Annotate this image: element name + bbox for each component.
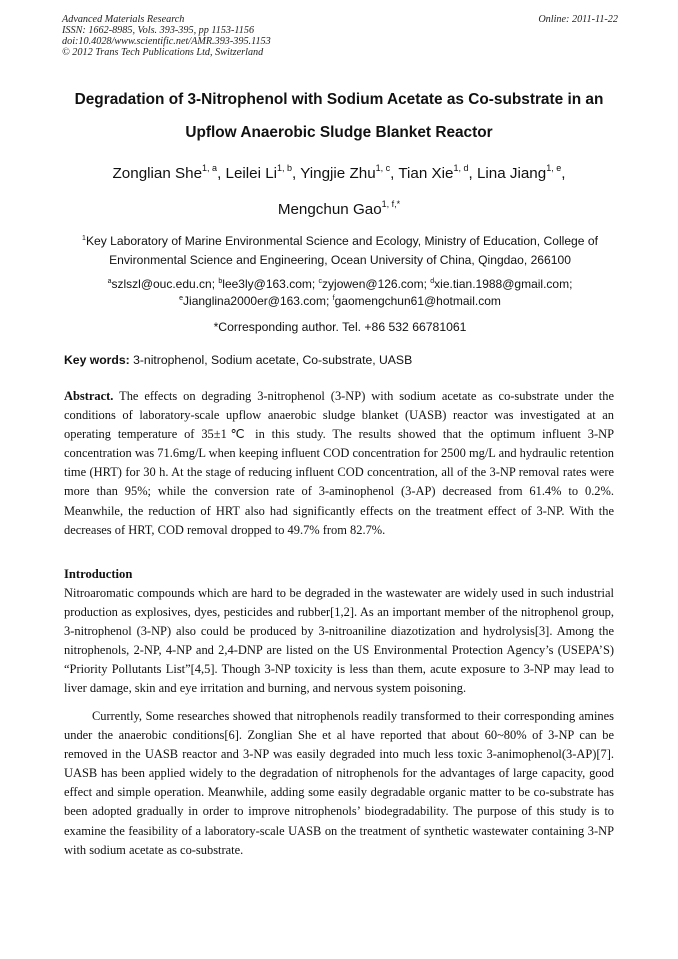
- keywords-text: 3-nitrophenol, Sodium acetate, Co-substrate, UASB: [129, 353, 413, 367]
- author-affiliation-mark: 1, f,*: [381, 199, 401, 209]
- author-separator: ,: [468, 165, 477, 182]
- author-name: Leilei Li: [225, 165, 278, 182]
- email-mark: f: [332, 295, 335, 302]
- author-name: Tian Xie: [398, 165, 454, 182]
- introduction-paragraph-1: Nitroaromatic compounds which are hard to be degraded in the wastewater are widely used in such industrial production as explosives, dyes, pesticides and rubber[1,2]. As an important member of the nitrophenol group, 3-nitrophenol (3-NP) also could be produced by 3-nitroaniline diazotization and hydrolysis[3]. Among the nitrophenols, 2-NP, 4-NP and 2,4-DNP are listed on the US Environmental Protection Agency’s (USEPA’S) “Priority Pollutants List”[4,5]. Though 3-NP toxicity is less than them, acute exposure to 3-NP may lead to liver damage, skin and eye irritation and burning, and nervous system poisoning.: [64, 586, 614, 696]
- introduction-heading: Introduction: [64, 567, 133, 581]
- email-mark: c: [318, 278, 323, 285]
- affiliation: [62, 232, 618, 270]
- author-affiliation-mark: 1, c: [375, 163, 391, 173]
- email-address: gaomengchun61@hotmail.com: [334, 294, 501, 308]
- author-list-line-2: [40, 201, 638, 218]
- author-name: Yingjie Zhu: [300, 165, 376, 182]
- author-separator: ,: [561, 165, 566, 182]
- corresponding-author-note: *Corresponding author. Tel. +86 532 66781061: [213, 320, 467, 334]
- author-affiliation-mark: 1, e: [546, 163, 562, 173]
- abstract-label: Abstract.: [64, 389, 114, 403]
- abstract-text: The effects on degrading 3-nitrophenol (3-NP) with sodium acetate as co-substrate under the conditions of laboratory-scale upflow anaerobic sludge blanket (UASB) reactor was investigated at an operating temperature of 35±1℃ in this study. The results showed that the optimum influent 3-NP concentration was 71.6mg/L when keeping influent COD concentration for 2500 mg/L and hydraulic retention time (HRT) for 30 h. At the stage of reducing influent COD concentration, all of the 3-NP removal rates were more than 95%; while the conversion rate of 3-aminophenol (3-AP) decreased from 61.4% to 0.2%. Meanwhile, the reduction of HRT also had significantly effects on the treatment effect of 3-NP. With the decreases of HRT, COD removal dropped to 49.7% from 82.7%.: [64, 389, 614, 537]
- doi-line: doi:10.4028/www.scientific.net/AMR.393-395.1153: [62, 36, 271, 47]
- email-address: Jianglina2000er@163.com;: [183, 294, 333, 308]
- author-name: Lina Jiang: [476, 165, 547, 182]
- author-affiliation-mark: 1, b: [277, 163, 293, 173]
- author-affiliation-mark: 1, d: [453, 163, 469, 173]
- email-address: xie.tian.1988@gmail.com;: [434, 277, 573, 291]
- affiliation-line-2: Environmental Science and Engineering, Ocean University of China, Qingdao, 266100: [109, 253, 571, 267]
- affiliation-text: Key Laboratory of Marine Environmental Science and Ecology, Ministry of Education, College of: [85, 234, 598, 248]
- keywords: [64, 353, 412, 367]
- email-list-line-1: [62, 275, 618, 293]
- affiliation-line-1: [62, 232, 618, 251]
- author-separator: ,: [390, 165, 399, 182]
- paper-title-line-2: Upflow Anaerobic Sludge Blanket Reactor: [185, 124, 493, 141]
- email-address: zyjowen@126.com;: [322, 277, 431, 291]
- author-list-line-1: [40, 165, 638, 182]
- author-name: Mengchun Gao: [277, 201, 382, 218]
- author-name: Zonglian She: [112, 165, 203, 182]
- email-mark: e: [179, 295, 184, 302]
- issn-line: ISSN: 1662-8985, Vols. 393-395, pp 1153-1156: [62, 25, 255, 36]
- email-address: lee3ly@163.com;: [222, 277, 319, 291]
- author-separator: ,: [217, 165, 226, 182]
- abstract: [64, 387, 614, 540]
- email-address: szlszl@ouc.edu.cn;: [111, 277, 219, 291]
- copyright-line: © 2012 Trans Tech Publications Ltd, Switzerland: [62, 47, 264, 58]
- email-mark: d: [430, 278, 435, 285]
- email-mark: a: [107, 278, 112, 285]
- affiliation-mark: 1: [82, 235, 86, 242]
- paper-title-line-1: Degradation of 3-Nitrophenol with Sodium Acetate as Co-substrate in an: [74, 91, 604, 108]
- author-separator: ,: [292, 165, 301, 182]
- email-list-line-2: [62, 292, 618, 310]
- email-mark: b: [218, 278, 223, 285]
- online-date: Online: 2011-11-22: [538, 14, 618, 25]
- publication-info: [62, 14, 271, 58]
- introduction-paragraph-2: Currently, Some researches showed that nitrophenols readily transformed to their corresponding amines under the anaerobic conditions[6]. Zonglian She et al have reported that about 60~80% of 3-NP can be removed in the UASB reactor and 3-NP was easily degraded into much less toxic 3-animophenol(3-AP)[7]. UASB has been applied widely to the degradation of nitrophenols for the advantages of large capacity, good effect and simple operation. Meanwhile, adding some easily degradable organic matter to be co-substrate has been adopted gradually in order to improve nitrophenols’ biodegradability. The purpose of this study is to examine the feasibility of a laboratory-scale UASB on the treatment of synthetic wastewater containing 3-NP with sodium acetate as co-substrate.: [64, 709, 614, 857]
- author-affiliation-mark: 1, a: [202, 163, 218, 173]
- journal-name: Advanced Materials Research: [62, 14, 185, 25]
- keywords-label: Key words:: [64, 353, 130, 367]
